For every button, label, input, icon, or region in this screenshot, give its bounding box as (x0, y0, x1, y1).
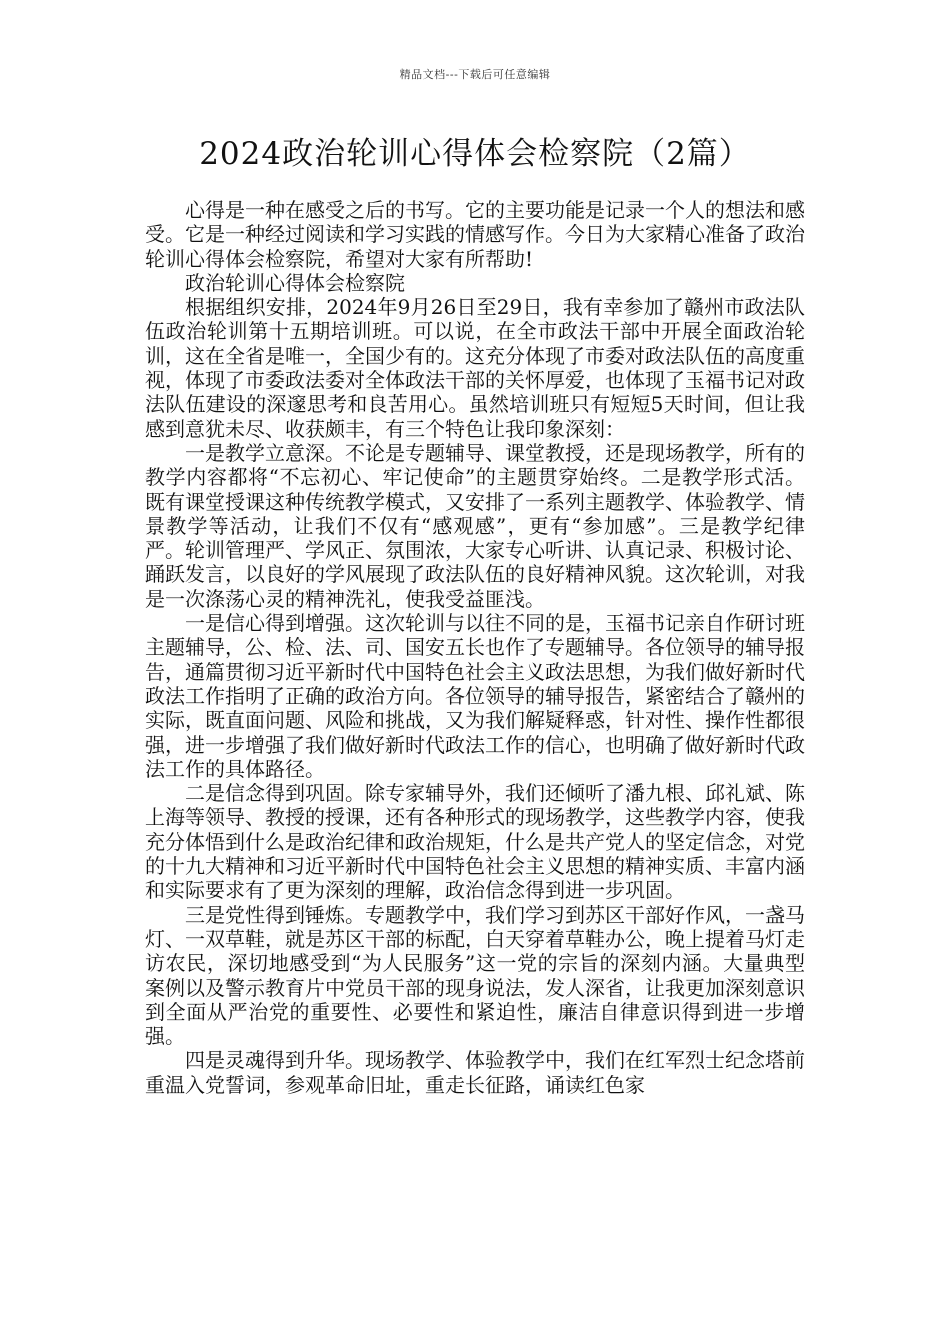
document-title: 2024政治轮训心得体会检察院（2篇） (199, 136, 751, 172)
body-paragraph: 三是党性得到锤炼。专题教学中，我们学习到苏区干部好作风，一盏马灯、一双草鞋，就是苏区干部的标配，白天穿着草鞋办公，晚上提着马灯走访农民，深切地感受到“为人民服务”这一党的宗旨的深刻内涵。大量典型案例以及警示教育片中党员干部的现身说法，发人深省，让我更加深刻意识到全面从严治党的重要性、必要性和紧迫性，廉洁自律意识得到进一步增强。 (145, 902, 805, 1049)
intro-paragraph: 心得是一种在感受之后的书写。它的主要功能是记录一个人的想法和感受。它是一种经过阅读和学习实践的情感写作。今日为大家精心准备了政治轮训心得体会检察院，希望对大家有所帮助! (145, 198, 805, 271)
document-body (145, 198, 805, 1097)
section-heading: 政治轮训心得体会检察院 (185, 270, 405, 295)
body-paragraph: 根据组织安排，2024年9月26日至29日，我有幸参加了赣州市政法队伍政治轮训第十五期培训班。可以说，在全市政法干部中开展全面政治轮训，这在全省是唯一，全国少有的。这充分体现了市委对政法队伍的高度重视，体现了市委政法委对全体政法干部的关怀厚爱，也体现了玉福书记对政法队伍建设的深邃思考和良苦用心。虽然培训班只有短短5天时间，但让我感到意犹未尽、收获颇丰，有三个特色让我印象深刻： (145, 295, 805, 441)
body-paragraph: 一是教学立意深。不论是专题辅导、课堂教授，还是现场教学，所有的教学内容都将“不忘初心、牢记使命”的主题贯穿始终。二是教学形式活。既有课堂授课这种传统教学模式，又安排了一系列主题教学、体验教学、情景教学等活动，让我们不仅有“感观感”，更有“参加感”。三是教学纪律严。轮训管理严、学风正、氛围浓，大家专心听讲、认真记录、积极讨论、踊跃发言，以良好的学风展现了政法队伍的良好精神风貌。这次轮训，对我是一次涤荡心灵的精神洗礼，使我受益匪浅。 (145, 440, 805, 611)
body-paragraph: 四是灵魂得到升华。现场教学、体验教学中，我们在红军烈士纪念塔前重温入党誓词，参观革命旧址，重走长征路，诵读红色家 (145, 1048, 805, 1097)
body-paragraph: 一是信心得到增强。这次轮训与以往不同的是，玉福书记亲自作研讨班主题辅导，公、检、法、司、国安五长也作了专题辅导。各位领导的辅导报告，通篇贯彻习近平新时代中国特色社会主义政法思想，为我们做好新时代政法工作指明了正确的政治方向。各位领导的辅导报告，紧密结合了赣州的实际，既直面问题、风险和挑战，又为我们解疑释惑，针对性、操作性都很强，进一步增强了我们做好新时代政法工作的信心，也明确了做好新时代政法工作的具体路径。 (145, 611, 805, 781)
body-paragraph: 二是信念得到巩固。除专家辅导外，我们还倾听了潘九根、邱礼斌、陈上海等领导、教授的授课，还有各种形式的现场教学，这些教学内容，使我充分体悟到什么是政治纪律和政治规矩，什么是共产党人的坚定信念，对党的十九大精神和习近平新时代中国特色社会主义思想的精神实质、丰富内涵和实际要求有了更为深刻的理解，政治信念得到进一步巩固。 (145, 781, 805, 903)
page-header: 精品文档---下载后可任意编辑 (399, 68, 551, 81)
